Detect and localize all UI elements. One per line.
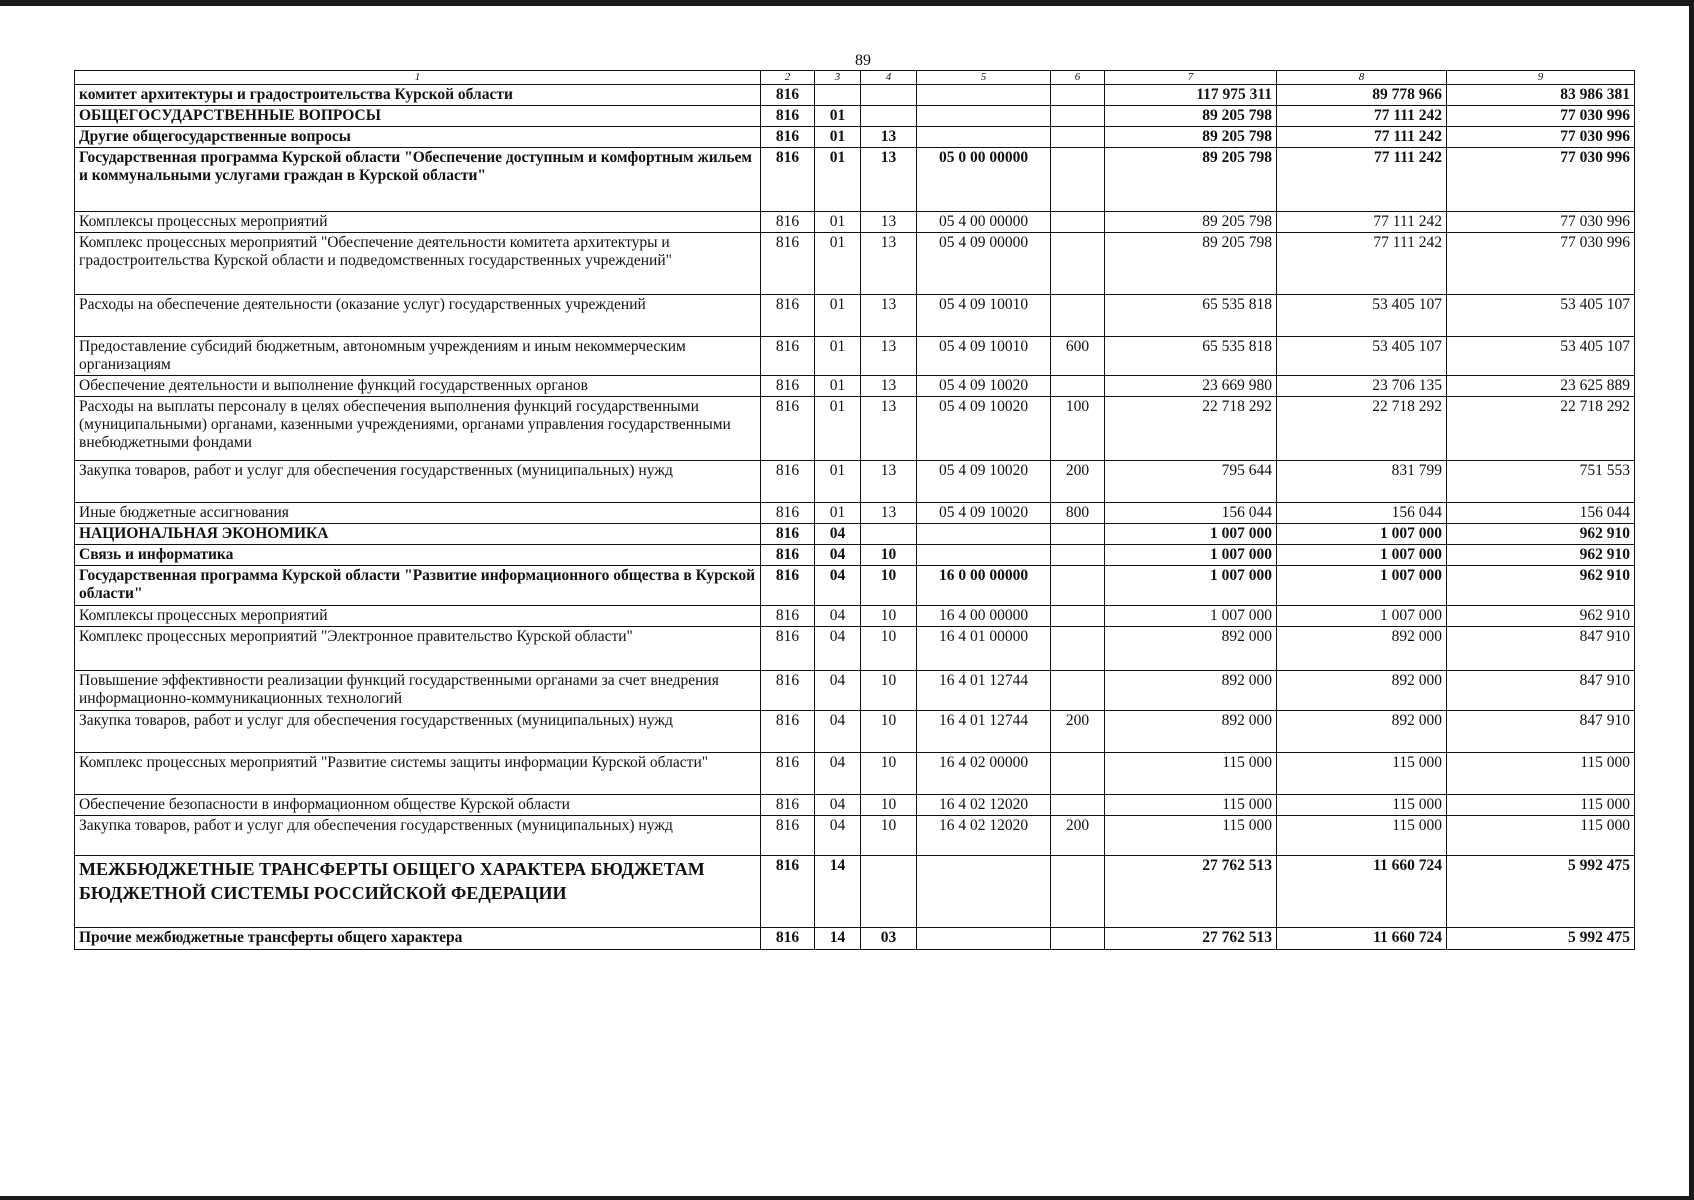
amount-year-2: 892 000	[1277, 627, 1447, 671]
grbs-code: 816	[761, 106, 815, 127]
subsection-code	[861, 524, 917, 545]
col-header-2: 2	[761, 71, 815, 85]
subsection-code: 13	[861, 461, 917, 503]
subsection-code: 10	[861, 753, 917, 795]
grbs-code: 816	[761, 753, 815, 795]
amount-year-3: 962 910	[1447, 545, 1635, 566]
amount-year-1: 89 205 798	[1105, 127, 1277, 148]
target-article-code: 05 0 00 00000	[917, 148, 1051, 212]
amount-year-1: 89 205 798	[1105, 233, 1277, 295]
expense-type-code	[1051, 753, 1105, 795]
col-header-9: 9	[1447, 71, 1635, 85]
amount-year-3: 77 030 996	[1447, 212, 1635, 233]
section-code: 01	[815, 461, 861, 503]
section-code: 01	[815, 295, 861, 337]
amount-year-2: 115 000	[1277, 795, 1447, 816]
amount-year-2: 89 778 966	[1277, 85, 1447, 106]
amount-year-2: 831 799	[1277, 461, 1447, 503]
subsection-code: 13	[861, 397, 917, 461]
section-code: 01	[815, 376, 861, 397]
section-code: 04	[815, 795, 861, 816]
section-code: 04	[815, 816, 861, 856]
amount-year-2: 77 111 242	[1277, 212, 1447, 233]
grbs-code: 816	[761, 671, 815, 711]
amount-year-3: 53 405 107	[1447, 337, 1635, 376]
grbs-code: 816	[761, 627, 815, 671]
section-code: 04	[815, 753, 861, 795]
subsection-code: 13	[861, 295, 917, 337]
item-name: Государственная программа Курской области "Развитие информационного общества в Курской области"	[75, 566, 761, 606]
amount-year-3: 53 405 107	[1447, 295, 1635, 337]
table-row	[75, 85, 1635, 106]
section-code: 01	[815, 397, 861, 461]
expense-type-code	[1051, 233, 1105, 295]
target-article-code: 05 4 09 10020	[917, 503, 1051, 524]
grbs-code: 816	[761, 85, 815, 106]
grbs-code: 816	[761, 795, 815, 816]
col-header-8: 8	[1277, 71, 1447, 85]
table-row	[75, 212, 1635, 233]
expense-type-code	[1051, 545, 1105, 566]
grbs-code: 816	[761, 856, 815, 928]
amount-year-3: 22 718 292	[1447, 397, 1635, 461]
amount-year-2: 77 111 242	[1277, 106, 1447, 127]
col-header-6: 6	[1051, 71, 1105, 85]
subsection-code	[861, 856, 917, 928]
amount-year-3: 962 910	[1447, 566, 1635, 606]
grbs-code: 816	[761, 397, 815, 461]
item-name: Комплексы процессных мероприятий	[75, 212, 761, 233]
amount-year-3: 847 910	[1447, 671, 1635, 711]
amount-year-2: 156 044	[1277, 503, 1447, 524]
amount-year-1: 89 205 798	[1105, 212, 1277, 233]
expense-type-code	[1051, 85, 1105, 106]
col-header-7: 7	[1105, 71, 1277, 85]
item-name: Повышение эффективности реализации функций государственными органами за счет внедрения информационно-коммуникационных технологий	[75, 671, 761, 711]
subsection-code: 13	[861, 127, 917, 148]
table-row	[75, 503, 1635, 524]
section-code: 04	[815, 545, 861, 566]
expense-type-code: 200	[1051, 461, 1105, 503]
amount-year-2: 77 111 242	[1277, 233, 1447, 295]
target-article-code	[917, 856, 1051, 928]
grbs-code: 816	[761, 148, 815, 212]
table-row	[75, 711, 1635, 753]
amount-year-1: 1 007 000	[1105, 524, 1277, 545]
table-row	[75, 127, 1635, 148]
amount-year-1: 89 205 798	[1105, 106, 1277, 127]
amount-year-3: 115 000	[1447, 816, 1635, 856]
amount-year-1: 1 007 000	[1105, 566, 1277, 606]
grbs-code: 816	[761, 233, 815, 295]
table-row	[75, 753, 1635, 795]
page-number: 89	[855, 52, 871, 69]
amount-year-2: 115 000	[1277, 753, 1447, 795]
expense-type-code: 100	[1051, 397, 1105, 461]
table-row	[75, 627, 1635, 671]
target-article-code	[917, 524, 1051, 545]
target-article-code: 05 4 09 10020	[917, 376, 1051, 397]
amount-year-2: 1 007 000	[1277, 566, 1447, 606]
amount-year-1: 89 205 798	[1105, 148, 1277, 212]
scan-border-bottom	[0, 1196, 1694, 1200]
subsection-code: 10	[861, 816, 917, 856]
item-name: НАЦИОНАЛЬНАЯ ЭКОНОМИКА	[75, 524, 761, 545]
expense-type-code	[1051, 376, 1105, 397]
section-code: 01	[815, 503, 861, 524]
amount-year-1: 22 718 292	[1105, 397, 1277, 461]
amount-year-1: 1 007 000	[1105, 606, 1277, 627]
amount-year-2: 77 111 242	[1277, 148, 1447, 212]
amount-year-3: 156 044	[1447, 503, 1635, 524]
item-name: Иные бюджетные ассигнования	[75, 503, 761, 524]
item-name: МЕЖБЮДЖЕТНЫЕ ТРАНСФЕРТЫ ОБЩЕГО ХАРАКТЕРА БЮДЖЕТАМ БЮДЖЕТНОЙ СИСТЕМЫ РОССИЙСКОЙ ФЕДЕРАЦИИ	[75, 856, 761, 928]
table-row	[75, 928, 1635, 950]
amount-year-2: 1 007 000	[1277, 545, 1447, 566]
section-code: 01	[815, 212, 861, 233]
amount-year-1: 23 669 980	[1105, 376, 1277, 397]
amount-year-3: 5 992 475	[1447, 928, 1635, 950]
grbs-code: 816	[761, 461, 815, 503]
target-article-code: 16 4 00 00000	[917, 606, 1051, 627]
expense-type-code	[1051, 856, 1105, 928]
item-name: Закупка товаров, работ и услуг для обеспечения государственных (муниципальных) нужд	[75, 816, 761, 856]
table-row	[75, 337, 1635, 376]
amount-year-3: 962 910	[1447, 606, 1635, 627]
amount-year-2: 1 007 000	[1277, 524, 1447, 545]
amount-year-1: 115 000	[1105, 816, 1277, 856]
subsection-code: 10	[861, 545, 917, 566]
amount-year-3: 115 000	[1447, 795, 1635, 816]
column-number-row	[75, 71, 1635, 85]
table-row	[75, 295, 1635, 337]
grbs-code: 816	[761, 212, 815, 233]
expense-type-code	[1051, 566, 1105, 606]
amount-year-1: 117 975 311	[1105, 85, 1277, 106]
amount-year-2: 23 706 135	[1277, 376, 1447, 397]
amount-year-3: 751 553	[1447, 461, 1635, 503]
budget-table	[74, 70, 1635, 950]
grbs-code: 816	[761, 376, 815, 397]
expense-type-code: 200	[1051, 816, 1105, 856]
item-name: Другие общегосударственные вопросы	[75, 127, 761, 148]
expense-type-code	[1051, 106, 1105, 127]
target-article-code: 05 4 09 10020	[917, 397, 1051, 461]
amount-year-1: 27 762 513	[1105, 928, 1277, 950]
target-article-code	[917, 106, 1051, 127]
item-name: Комплекс процессных мероприятий "Обеспечение деятельности комитета архитектуры и градостроительства Курской области и подведомственных государственных учреждений"	[75, 233, 761, 295]
amount-year-3: 847 910	[1447, 711, 1635, 753]
subsection-code: 10	[861, 606, 917, 627]
expense-type-code	[1051, 524, 1105, 545]
target-article-code: 16 4 02 12020	[917, 816, 1051, 856]
amount-year-1: 65 535 818	[1105, 337, 1277, 376]
target-article-code: 05 4 09 10010	[917, 295, 1051, 337]
target-article-code	[917, 928, 1051, 950]
col-header-4: 4	[861, 71, 917, 85]
col-header-5: 5	[917, 71, 1051, 85]
subsection-code: 13	[861, 376, 917, 397]
scan-border-top	[0, 0, 1694, 6]
item-name: Обеспечение безопасности в информационном обществе Курской области	[75, 795, 761, 816]
section-code: 01	[815, 148, 861, 212]
table-row	[75, 566, 1635, 606]
item-name: Закупка товаров, работ и услуг для обеспечения государственных (муниципальных) нужд	[75, 461, 761, 503]
col-header-1: 1	[75, 71, 761, 85]
target-article-code	[917, 85, 1051, 106]
item-name: Прочие межбюджетные трансферты общего характера	[75, 928, 761, 950]
amount-year-2: 53 405 107	[1277, 295, 1447, 337]
table-row	[75, 795, 1635, 816]
amount-year-2: 892 000	[1277, 711, 1447, 753]
expense-type-code	[1051, 671, 1105, 711]
subsection-code	[861, 106, 917, 127]
expense-type-code	[1051, 627, 1105, 671]
target-article-code: 05 4 09 00000	[917, 233, 1051, 295]
grbs-code: 816	[761, 816, 815, 856]
amount-year-2: 11 660 724	[1277, 928, 1447, 950]
grbs-code: 816	[761, 566, 815, 606]
expense-type-code	[1051, 606, 1105, 627]
subsection-code: 10	[861, 671, 917, 711]
target-article-code: 05 4 00 00000	[917, 212, 1051, 233]
grbs-code: 816	[761, 127, 815, 148]
grbs-code: 816	[761, 503, 815, 524]
target-article-code	[917, 127, 1051, 148]
item-name: Обеспечение деятельности и выполнение функций государственных органов	[75, 376, 761, 397]
expense-type-code	[1051, 127, 1105, 148]
grbs-code: 816	[761, 711, 815, 753]
item-name: Комплексы процессных мероприятий	[75, 606, 761, 627]
item-name: Комплекс процессных мероприятий "Развитие системы защиты информации Курской области"	[75, 753, 761, 795]
item-name: Предоставление субсидий бюджетным, автономным учреждениям и иным некоммерческим организациям	[75, 337, 761, 376]
amount-year-3: 77 030 996	[1447, 233, 1635, 295]
amount-year-3: 77 030 996	[1447, 106, 1635, 127]
amount-year-1: 115 000	[1105, 795, 1277, 816]
amount-year-2: 53 405 107	[1277, 337, 1447, 376]
target-article-code: 05 4 09 10010	[917, 337, 1051, 376]
amount-year-3: 77 030 996	[1447, 148, 1635, 212]
amount-year-1: 892 000	[1105, 711, 1277, 753]
expense-type-code	[1051, 795, 1105, 816]
amount-year-1: 65 535 818	[1105, 295, 1277, 337]
section-code: 01	[815, 337, 861, 376]
subsection-code: 10	[861, 627, 917, 671]
item-name: Комплекс процессных мероприятий "Электронное правительство Курской области"	[75, 627, 761, 671]
amount-year-1: 115 000	[1105, 753, 1277, 795]
table-row	[75, 671, 1635, 711]
amount-year-1: 892 000	[1105, 627, 1277, 671]
grbs-code: 816	[761, 545, 815, 566]
target-article-code: 05 4 09 10020	[917, 461, 1051, 503]
amount-year-3: 115 000	[1447, 753, 1635, 795]
section-code: 01	[815, 106, 861, 127]
section-code: 04	[815, 606, 861, 627]
amount-year-1: 1 007 000	[1105, 545, 1277, 566]
table-row	[75, 856, 1635, 928]
target-article-code: 16 4 01 12744	[917, 671, 1051, 711]
target-article-code: 16 4 02 12020	[917, 795, 1051, 816]
section-code: 04	[815, 711, 861, 753]
item-name: Расходы на выплаты персоналу в целях обеспечения выполнения функций государственными (муниципальными) органами, казенными учреждениями, органами управления государственными внебюджетными фондами	[75, 397, 761, 461]
table-row	[75, 233, 1635, 295]
subsection-code: 10	[861, 566, 917, 606]
expense-type-code	[1051, 212, 1105, 233]
subsection-code	[861, 85, 917, 106]
subsection-code: 13	[861, 148, 917, 212]
section-code: 14	[815, 856, 861, 928]
item-name: Расходы на обеспечение деятельности (оказание услуг) государственных учреждений	[75, 295, 761, 337]
subsection-code: 10	[861, 795, 917, 816]
subsection-code: 13	[861, 212, 917, 233]
item-name: Закупка товаров, работ и услуг для обеспечения государственных (муниципальных) нужд	[75, 711, 761, 753]
amount-year-2: 11 660 724	[1277, 856, 1447, 928]
amount-year-3: 83 986 381	[1447, 85, 1635, 106]
expense-type-code	[1051, 148, 1105, 212]
section-code: 01	[815, 127, 861, 148]
amount-year-1: 156 044	[1105, 503, 1277, 524]
target-article-code: 16 4 01 00000	[917, 627, 1051, 671]
section-code: 14	[815, 928, 861, 950]
subsection-code: 13	[861, 337, 917, 376]
grbs-code: 816	[761, 295, 815, 337]
table-body	[75, 85, 1635, 950]
amount-year-1: 27 762 513	[1105, 856, 1277, 928]
table-row	[75, 148, 1635, 212]
target-article-code	[917, 545, 1051, 566]
expense-type-code	[1051, 928, 1105, 950]
table-row	[75, 461, 1635, 503]
expense-type-code: 200	[1051, 711, 1105, 753]
amount-year-2: 77 111 242	[1277, 127, 1447, 148]
amount-year-2: 115 000	[1277, 816, 1447, 856]
section-code: 04	[815, 524, 861, 545]
amount-year-3: 847 910	[1447, 627, 1635, 671]
scan-border-right	[1689, 0, 1694, 1200]
section-code: 04	[815, 627, 861, 671]
table-row	[75, 397, 1635, 461]
table-row	[75, 606, 1635, 627]
amount-year-3: 23 625 889	[1447, 376, 1635, 397]
grbs-code: 816	[761, 524, 815, 545]
amount-year-3: 962 910	[1447, 524, 1635, 545]
grbs-code: 816	[761, 606, 815, 627]
table-row	[75, 376, 1635, 397]
section-code: 04	[815, 671, 861, 711]
grbs-code: 816	[761, 337, 815, 376]
table-row	[75, 816, 1635, 856]
subsection-code: 03	[861, 928, 917, 950]
amount-year-2: 1 007 000	[1277, 606, 1447, 627]
amount-year-3: 5 992 475	[1447, 856, 1635, 928]
subsection-code: 13	[861, 233, 917, 295]
col-header-3: 3	[815, 71, 861, 85]
expense-type-code: 800	[1051, 503, 1105, 524]
item-name: Государственная программа Курской области "Обеспечение доступным и комфортным жильем и коммунальными услугами граждан в Курской области"	[75, 148, 761, 212]
section-code: 04	[815, 566, 861, 606]
item-name: ОБЩЕГОСУДАРСТВЕННЫЕ ВОПРОСЫ	[75, 106, 761, 127]
target-article-code: 16 4 01 12744	[917, 711, 1051, 753]
grbs-code: 816	[761, 928, 815, 950]
section-code	[815, 85, 861, 106]
section-code: 01	[815, 233, 861, 295]
table-row	[75, 545, 1635, 566]
expense-type-code: 600	[1051, 337, 1105, 376]
subsection-code: 13	[861, 503, 917, 524]
amount-year-3: 77 030 996	[1447, 127, 1635, 148]
target-article-code: 16 4 02 00000	[917, 753, 1051, 795]
amount-year-1: 795 644	[1105, 461, 1277, 503]
amount-year-1: 892 000	[1105, 671, 1277, 711]
target-article-code: 16 0 00 00000	[917, 566, 1051, 606]
amount-year-2: 892 000	[1277, 671, 1447, 711]
table-row	[75, 524, 1635, 545]
item-name: Связь и информатика	[75, 545, 761, 566]
table-row	[75, 106, 1635, 127]
expense-type-code	[1051, 295, 1105, 337]
amount-year-2: 22 718 292	[1277, 397, 1447, 461]
subsection-code: 10	[861, 711, 917, 753]
item-name: комитет архитектуры и градостроительства Курской области	[75, 85, 761, 106]
